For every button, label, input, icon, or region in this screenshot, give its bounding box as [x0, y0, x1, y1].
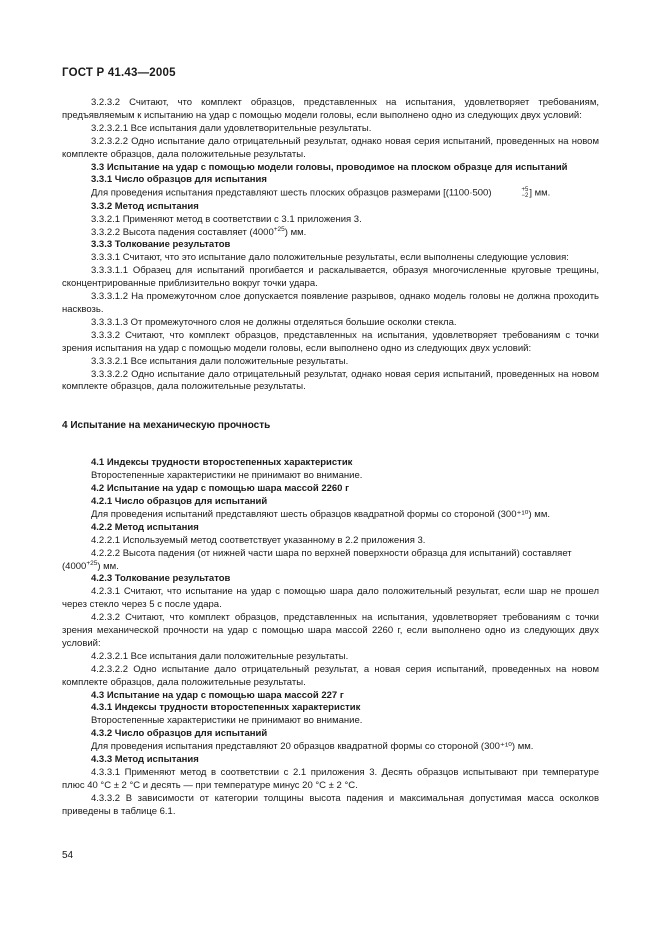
clause-paragraph	[62, 187, 599, 200]
clause-paragraph: 4.2.3.2.1 Все испытания дали положительные результаты.	[91, 650, 349, 662]
clause-paragraph: 3.3.3.2.1 Все испытания дали положительные результаты.	[91, 355, 349, 367]
document-header: ГОСТ Р 41.43—2005	[62, 67, 176, 79]
clause-paragraph: 3.3.3.2 Считают, что комплект образцов, представленных на испытания, удовлетворяет требованиям с точки зрения испытания на удар с помощью модели головы, если выполнено одно из следующих двух условий:	[62, 329, 599, 354]
clause-paragraph: 4.2.2.1 Используемый метод соответствует указанному в 2.2 приложения 3.	[91, 534, 426, 546]
tolerance-upper: +5	[521, 187, 529, 194]
clause-paragraph: 3.2.3.2 Считают, что комплект образцов, представленных на испытания, удовлетворяет требованиям, предъявляемым к испытанию на удар с помощью модели головы, если выполнено одно из следующих двух условий:	[62, 97, 599, 121]
clause-paragraph: 4.2.3.1 Считают, что испытание на удар с помощью шара дало положительный результат, если шар не прошел через стекло через 5 с после удара.	[62, 586, 599, 611]
tolerance-superscript: +25	[86, 559, 98, 567]
clause-paragraph: 3.3.3.1 Считают, что это испытание дало положительные результаты, если выполнены следующие условия:	[91, 252, 569, 264]
tolerance-lower: −2	[521, 193, 529, 200]
clause-paragraph: 4.2.3.2.2 Одно испытание дало отрицательный результат, а новая серия испытаний, проведенных на новом комплекте образцов, дала положительные результаты.	[62, 663, 599, 688]
clause-heading: 4.1 Индексы трудности второстепенных характеристик	[91, 457, 353, 469]
clause-paragraph: 3.2.3.2.2 Одно испытание дало отрицательный результат, однако новая серия испытаний, проведенных на новом комплекте образцов, дала положительные результаты.	[62, 135, 599, 160]
clause-heading: 3.3.3 Толкование результатов	[91, 239, 231, 251]
clause-paragraph: Для проведения испытаний представляют шесть образцов квадратной формы со стороной (300⁺¹⁰) мм.	[91, 508, 550, 520]
clause-heading: 4.3.2 Число образцов для испытаний	[91, 728, 268, 740]
text-fragment: ] мм.	[529, 187, 551, 199]
clause-heading: 3.3.2 Метод испытания	[91, 200, 199, 212]
clause-paragraph	[62, 227, 599, 240]
text-fragment: ) мм.	[284, 226, 307, 238]
clause-heading: 4.3.1 Индексы трудности второстепенных характеристик	[91, 702, 361, 714]
text-fragment: ) мм.	[97, 560, 119, 572]
clause-heading: 4.2.3 Толкование результатов	[91, 573, 231, 585]
clause-paragraph: Для проведения испытания представляют 20 образцов квадратной формы со стороной (300⁺¹⁰) мм.	[91, 741, 534, 753]
clause-paragraph: 3.3.3.1.3 От промежуточного слоя не должны отделяться большие осколки стекла.	[91, 316, 457, 328]
text-fragment: (4000	[62, 560, 87, 572]
clause-paragraph: 4.2.3.2 Считают, что комплект образцов, представленных на испытания, удовлетворяет требованиям с точки зрения механической прочности на удар с помощью шара массой 2260 г, если выполнено одно из следующих двух условий:	[62, 612, 599, 649]
clause-paragraph: 3.3.3.1.1 Образец для испытаний прогибается и раскалывается, образуя многочисленные круговые трещины, сконцентрированные приблизительно вокруг точки удара.	[62, 265, 599, 290]
text-fragment: Для проведения испытания представляют шесть плоских образцов размерами [(1100·500)	[91, 187, 492, 199]
section-4-text	[62, 457, 599, 818]
tolerance-superscript: +25	[273, 225, 285, 233]
clause-paragraph: 4.3.3.1 Применяют метод в соответствии с 2.1 приложения 3. Десять образцов испытывают при температуре плюс 40 °С ± 2 °С и десять — при температуре минус 20 °С ± 2 °С.	[62, 767, 599, 791]
clause-paragraph: Второстепенные характеристики не принимают во внимание.	[91, 715, 363, 727]
clause-paragraph: 4.3.3.2 В зависимости от категории толщины высота падения и максимальная допустимая масса осколков приведены в таблице 6.1.	[62, 792, 599, 817]
clause-paragraph	[62, 561, 599, 574]
clause-paragraph: 4.2.2.2 Высота падения (от нижней части шара по верхней поверхности образца для испытаний) составляет	[91, 547, 572, 559]
clause-paragraph: 3.2.3.2.1 Все испытания дали удовлетворительные результаты.	[91, 122, 372, 134]
clause-paragraph: 3.3.2.1 Применяют метод в соответствии с 3.1 приложения 3.	[91, 213, 362, 225]
clause-heading: 4.3 Испытание на удар с помощью шара массой 227 г	[91, 689, 344, 701]
text-fragment: 3.3.2.2 Высота падения составляет (4000	[91, 226, 274, 238]
clause-heading: 4.2.1 Число образцов для испытаний	[91, 495, 268, 507]
clause-heading: 3.3 Испытание на удар с помощью модели головы, проводимое на плоском образце для испытаний	[91, 161, 568, 173]
clause-heading: 3.3.1 Число образцов для испытания	[91, 174, 267, 186]
clause-heading: 4.2 Испытание на удар с помощью шара массой 2260 г	[91, 483, 350, 495]
clause-paragraph: 3.3.3.2.2 Одно испытание дало отрицательный результат, однако новая серия испытаний, проведенных на новом комплекте образцов, дала положительные результаты.	[62, 368, 599, 393]
clause-paragraph: 3.3.3.1.2 На промежуточном слое допускается появление разрывов, однако модель головы не должна проходить насквозь.	[62, 291, 599, 316]
tolerance-fraction	[493, 187, 529, 199]
clause-heading: 4.2.2 Метод испытания	[91, 521, 199, 533]
section-4-title: 4 Испытание на механическую прочность	[62, 420, 271, 432]
page-number: 54	[62, 850, 74, 861]
document-body	[62, 97, 599, 819]
clause-paragraph: Второстепенные характеристики не принимают во внимание.	[91, 470, 363, 482]
section-3-text	[62, 97, 599, 394]
clause-heading: 4.3.3 Метод испытания	[91, 754, 199, 766]
